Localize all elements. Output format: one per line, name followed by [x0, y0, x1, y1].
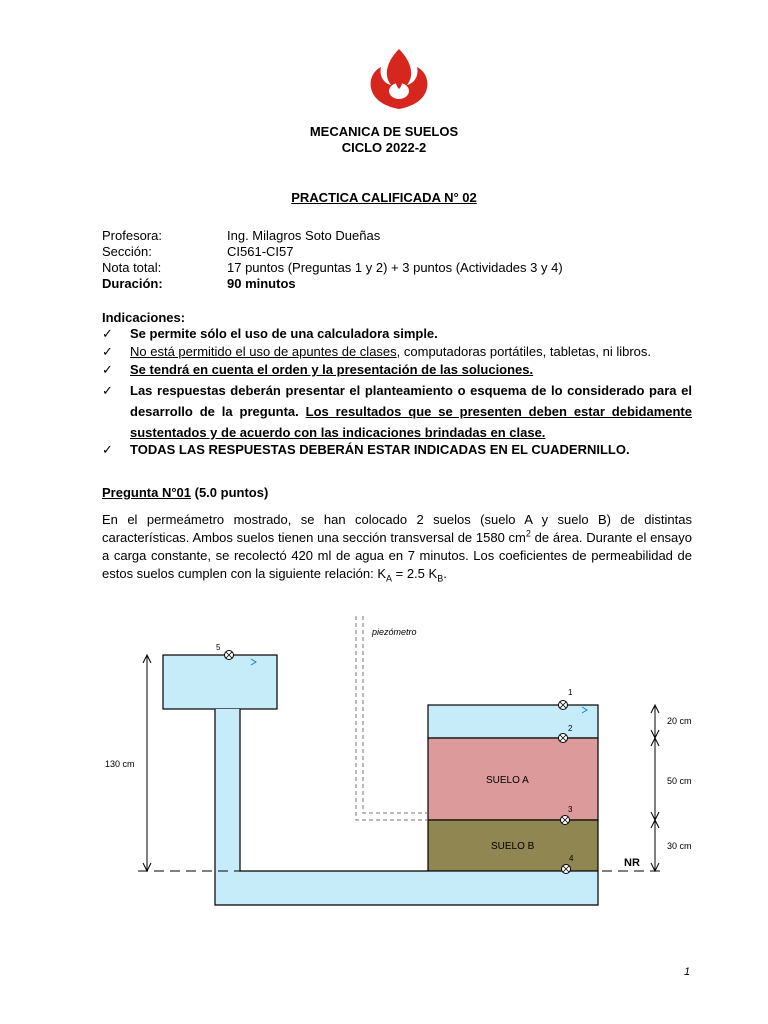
info-label: Duración: [102, 276, 163, 291]
dim-mid-label: 50 cm [667, 776, 692, 786]
soil-a-label: SUELO A [486, 775, 529, 786]
indication-text: Se tendrá en cuenta el orden y la presentación de las soluciones. [130, 362, 534, 377]
indication-text [130, 342, 692, 361]
top-water [428, 705, 598, 738]
dim-total-label: 130 cm [105, 759, 135, 769]
check-icon: ✓ [102, 326, 113, 341]
info-value: 17 puntos (Preguntas 1 y 2) + 3 puntos (Actividades 3 y 4) [227, 260, 563, 275]
info-label: Nota total: [102, 260, 162, 275]
check-icon: ✓ [102, 362, 113, 377]
dim-top-label: 20 cm [667, 716, 692, 726]
point-label: 5 [216, 643, 221, 652]
question-points: (5.0 puntos) [191, 485, 269, 500]
indication-underlined: No está permitido el uso de apuntes de clases [130, 344, 397, 359]
indication-text [130, 380, 692, 443]
indication-underlined: Los resultados que se presenten deben estar debidamente sustentados y de acuerdo con las indicaciones brindadas en clase. [130, 404, 692, 440]
indication-text: TODAS LAS RESPUESTAS DEBERÁN ESTAR INDICADAS EN EL CUADERNILLO. [130, 442, 630, 457]
piezometer-label: piezómetro [372, 627, 417, 637]
info-label: Profesora: [102, 228, 162, 243]
indications-title: Indicaciones: [102, 310, 186, 325]
check-icon: ✓ [102, 344, 113, 359]
info-label: Sección: [102, 244, 152, 259]
question-text-part: En el permeámetro mostrado, se han colocado 2 suelos (suelo A y suelo B) de distintas características. Ambos suelos tienen una sección transversal de 1580 cm [102, 512, 692, 545]
point-label: 2 [568, 724, 573, 733]
indication-bold: Las respuestas deberán presentar el planteamiento o esquema de lo considerado para el desarrollo de la pregunta. [130, 383, 692, 419]
question-text [102, 511, 692, 583]
question-title: Pregunta N°01 [102, 485, 192, 500]
subscript-b: B [437, 573, 444, 584]
question-text-part: . [443, 566, 447, 581]
question-text-part: = 2.5 K [392, 566, 438, 581]
university-logo [339, 39, 459, 119]
check-icon: ✓ [102, 442, 113, 457]
indication-rest: , computadoras portátiles, tabletas, ni libros. [396, 344, 652, 359]
point-label: 4 [569, 854, 574, 863]
soil-b-label: SUELO B [491, 841, 535, 852]
dim-bottom-label: 30 cm [667, 841, 692, 851]
question-heading [102, 485, 268, 501]
info-value: 90 minutos [227, 276, 296, 291]
point-label: 1 [568, 688, 573, 697]
reference-label: NR [624, 857, 640, 869]
page-number: 1 [684, 966, 691, 978]
permeameter-diagram [0, 600, 768, 920]
course-title: MECANICA DE SUELOS [309, 124, 459, 139]
subscript-a: A [386, 573, 393, 584]
flame-logo-icon [339, 39, 459, 119]
info-value: Ing. Milagros Soto Dueñas [227, 228, 381, 243]
point-label: 3 [568, 805, 573, 814]
tank-water [163, 655, 277, 709]
exam-title: PRACTICA CALIFICADA N° 02 [291, 190, 477, 205]
info-value: CI561-CI57 [227, 244, 294, 259]
piezometer-tube [356, 616, 428, 820]
indication-text: Se permite sólo el uso de una calculadora simple. [130, 326, 438, 341]
cycle-title: CICLO 2022-2 [341, 140, 427, 155]
question-text-part: de área. Durante el ensayo a carga constante, se recolectó 420 ml de agua en 7 minutos. Los coeficientes de permeabilidad de estos suelos cumplen con la siguiente relación: K [102, 530, 693, 581]
superscript: 2 [525, 528, 531, 539]
check-icon: ✓ [102, 383, 113, 398]
